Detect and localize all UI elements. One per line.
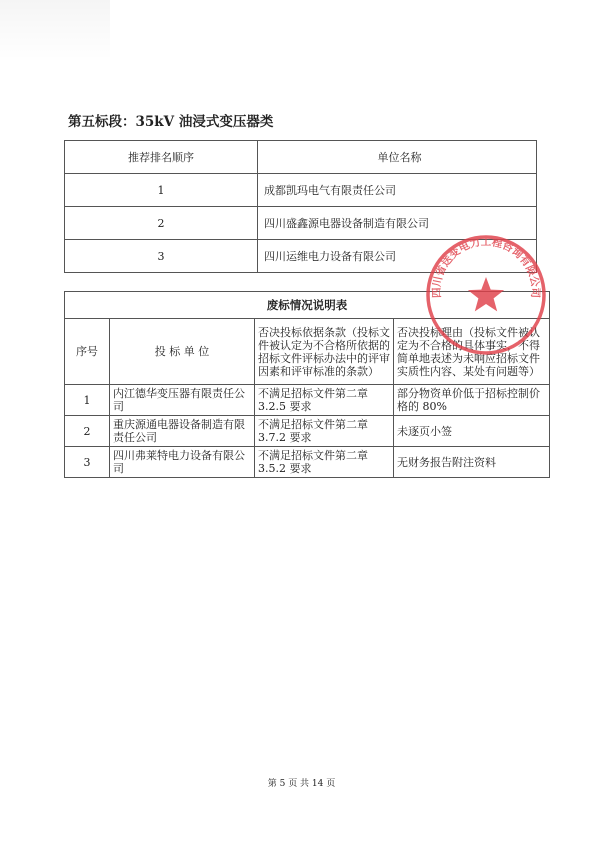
- reason-column-header: 否决投标理由（投标文件被认定为不合格的具体事实，不得简单地表述为未响应招标文件实质性内容、某处有问题等）: [394, 319, 550, 385]
- bidder-cell: 内江德华变压器有限责任公司: [110, 385, 255, 416]
- table-row: [65, 416, 550, 447]
- index-cell: 3: [65, 447, 110, 478]
- index-column-header: 序号: [65, 319, 110, 385]
- clause-cell: 不满足招标文件第二章 3.2.5 要求: [255, 385, 394, 416]
- name-column-header: 单位名称: [258, 141, 537, 174]
- rank-column-header: 推荐排名顺序: [65, 141, 258, 174]
- company-name-cell: 四川运维电力设备有限公司: [258, 240, 537, 273]
- index-cell: 1: [65, 385, 110, 416]
- reason-cell: 无财务报告附注资料: [394, 447, 550, 478]
- bidder-cell: 重庆源通电器设备制造有限责任公司: [110, 416, 255, 447]
- table-row: [65, 385, 550, 416]
- rank-cell: 3: [65, 240, 258, 273]
- bidder-column-header: 投 标 单 位: [110, 319, 255, 385]
- reason-cell: 部分物资单价低于招标控制价格的 80%: [394, 385, 550, 416]
- star-icon: [468, 277, 504, 311]
- ranking-header-row: [65, 141, 537, 174]
- reason-cell: 未逐页小签: [394, 416, 550, 447]
- section-title: 第五标段：35kV 油浸式变压器类: [68, 114, 274, 130]
- seal-text: 四川省送变电力工程咨询有限公司: [430, 236, 542, 299]
- table-caption: 废标情况说明表: [65, 292, 550, 319]
- bidder-cell: 四川弗莱特电力设备有限公司: [110, 447, 255, 478]
- company-name-cell: 成都凯玛电气有限责任公司: [258, 174, 537, 207]
- page-number: 第 5 页 共 14 页: [267, 779, 336, 789]
- scan-artifact: [0, 0, 110, 60]
- clause-cell: 不满足招标文件第二章 3.7.2 要求: [255, 416, 394, 447]
- company-seal-stamp: [423, 232, 549, 358]
- clause-column-header: 否决投标依据条款（投标文件被认定为不合格所依据的招标文件评标办法中的评审因素和评审标准的条款）: [255, 319, 394, 385]
- rank-cell: 2: [65, 207, 258, 240]
- index-cell: 2: [65, 416, 110, 447]
- clause-cell: 不满足招标文件第二章 3.5.2 要求: [255, 447, 394, 478]
- company-name-cell: 四川盛鑫源电器设备制造有限公司: [258, 207, 537, 240]
- rank-cell: 1: [65, 174, 258, 207]
- table-row: [65, 174, 537, 207]
- table-row: [65, 447, 550, 478]
